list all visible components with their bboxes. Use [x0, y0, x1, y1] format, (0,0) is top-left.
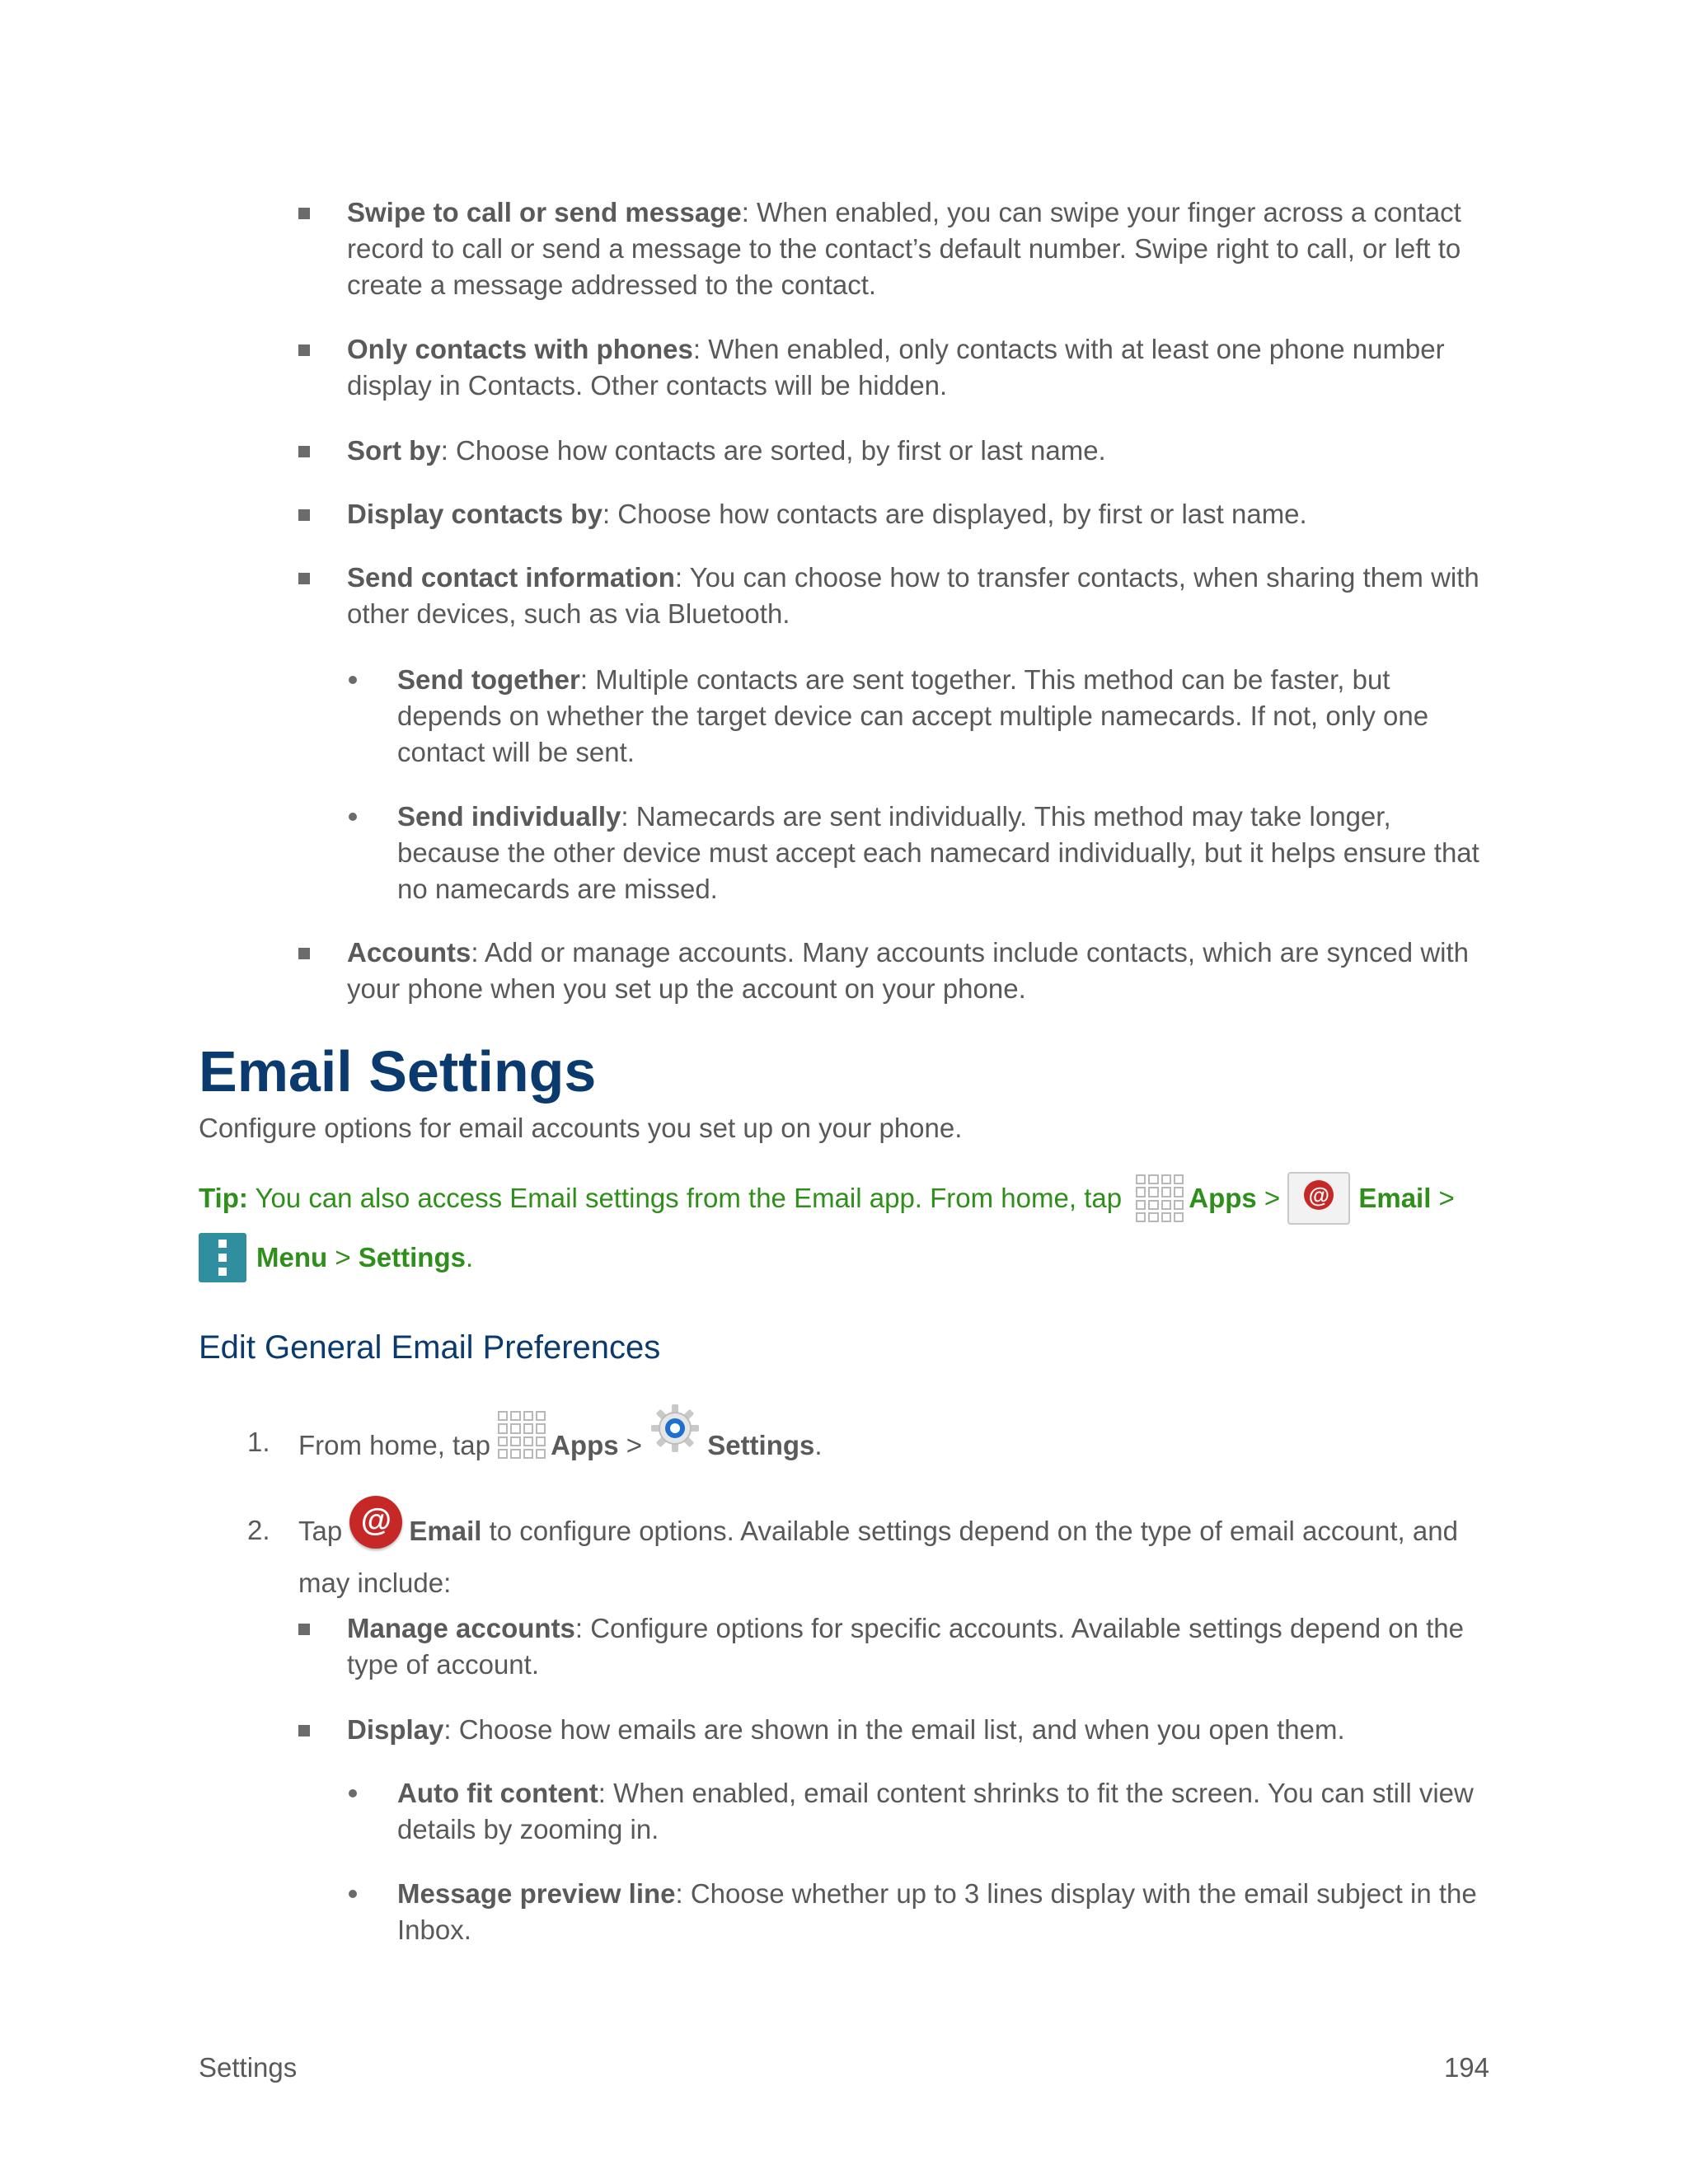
list-item: Sort by: Choose how contacts are sorted, by first or last name.	[347, 435, 1106, 466]
square-bullet	[298, 446, 310, 457]
dot-bullet	[349, 676, 357, 684]
step-1: From home, tap Apps > Settings .	[298, 1398, 1485, 1464]
list-item: Manage accounts: Configure options for specific accounts. Available settings depend on the type of account.	[347, 1613, 1464, 1680]
list-item: Only contacts with phones: When enabled, only contacts with at least one phone number display in Contacts. Other contacts will be hidden.	[347, 334, 1445, 401]
square-bullet	[298, 509, 310, 521]
settings-gear-icon	[649, 1403, 701, 1454]
footer-section-name: Settings	[199, 2052, 298, 2083]
section-title: Email Settings	[199, 1039, 597, 1104]
menu-icon	[199, 1233, 246, 1282]
square-bullet	[298, 948, 310, 959]
square-bullet	[298, 573, 310, 584]
square-bullet	[298, 208, 310, 219]
subsection-title: Edit General Email Preferences	[199, 1329, 661, 1366]
apps-grid-icon	[1136, 1174, 1184, 1222]
email-at-icon: @	[349, 1496, 402, 1549]
list-item: Message preview line: Choose whether up to 3 lines display with the email subject in the Inbox.	[397, 1878, 1477, 1945]
list-item: Send together: Multiple contacts are sent together. This method can be faster, but depends on whether the target device can accept multiple namecards. If not, only one contact will be sent.	[397, 664, 1429, 767]
dot-bullet	[349, 1890, 357, 1898]
dot-bullet	[349, 813, 357, 821]
list-item: Display: Choose how emails are shown in the email list, and when you open them.	[347, 1714, 1345, 1745]
tip-note: Tip: You can also access Email settings from the Email app. From home, tap Apps > @ Email > Menu > Settings .	[199, 1174, 1517, 1286]
list-item: Send individually: Namecards are sent individually. This method may take longer, because the other device must accept each namecard individually, but it helps ensure that no namecards are missed.	[397, 801, 1479, 904]
square-bullet	[298, 344, 310, 356]
list-item: Auto fit content: When enabled, email content shrinks to fit the screen. You can still view details by zooming in.	[397, 1778, 1474, 1844]
square-bullet	[298, 1725, 310, 1736]
step-2: Tap @ Email to configure options. Available settings depend on the type of email account, and may include:	[298, 1512, 1485, 1601]
dot-bullet	[349, 1789, 357, 1797]
step-number: 1.	[247, 1427, 270, 1457]
step-number: 2.	[247, 1515, 270, 1545]
list-item: Send contact information: You can choose how to transfer contacts, when sharing them with other devices, such as via Bluetooth.	[347, 562, 1479, 629]
apps-grid-icon	[498, 1411, 546, 1459]
list-item: Swipe to call or send message: When enabled, you can swipe your finger across a contact record to call or send a message to the contact’s default number. Swipe right to call, or left to create a message addressed to the contact.	[347, 197, 1461, 300]
list-item: Accounts: Add or manage accounts. Many accounts include contacts, which are synced with your phone when you set up the account on your phone.	[347, 937, 1470, 1004]
square-bullet	[298, 1624, 310, 1635]
section-intro: Configure options for email accounts you set up on your phone.	[199, 1113, 963, 1143]
page-number: 194	[1443, 2052, 1489, 2083]
list-item: Display contacts by: Choose how contacts are displayed, by first or last name.	[347, 499, 1307, 529]
email-app-icon	[1287, 1172, 1350, 1225]
